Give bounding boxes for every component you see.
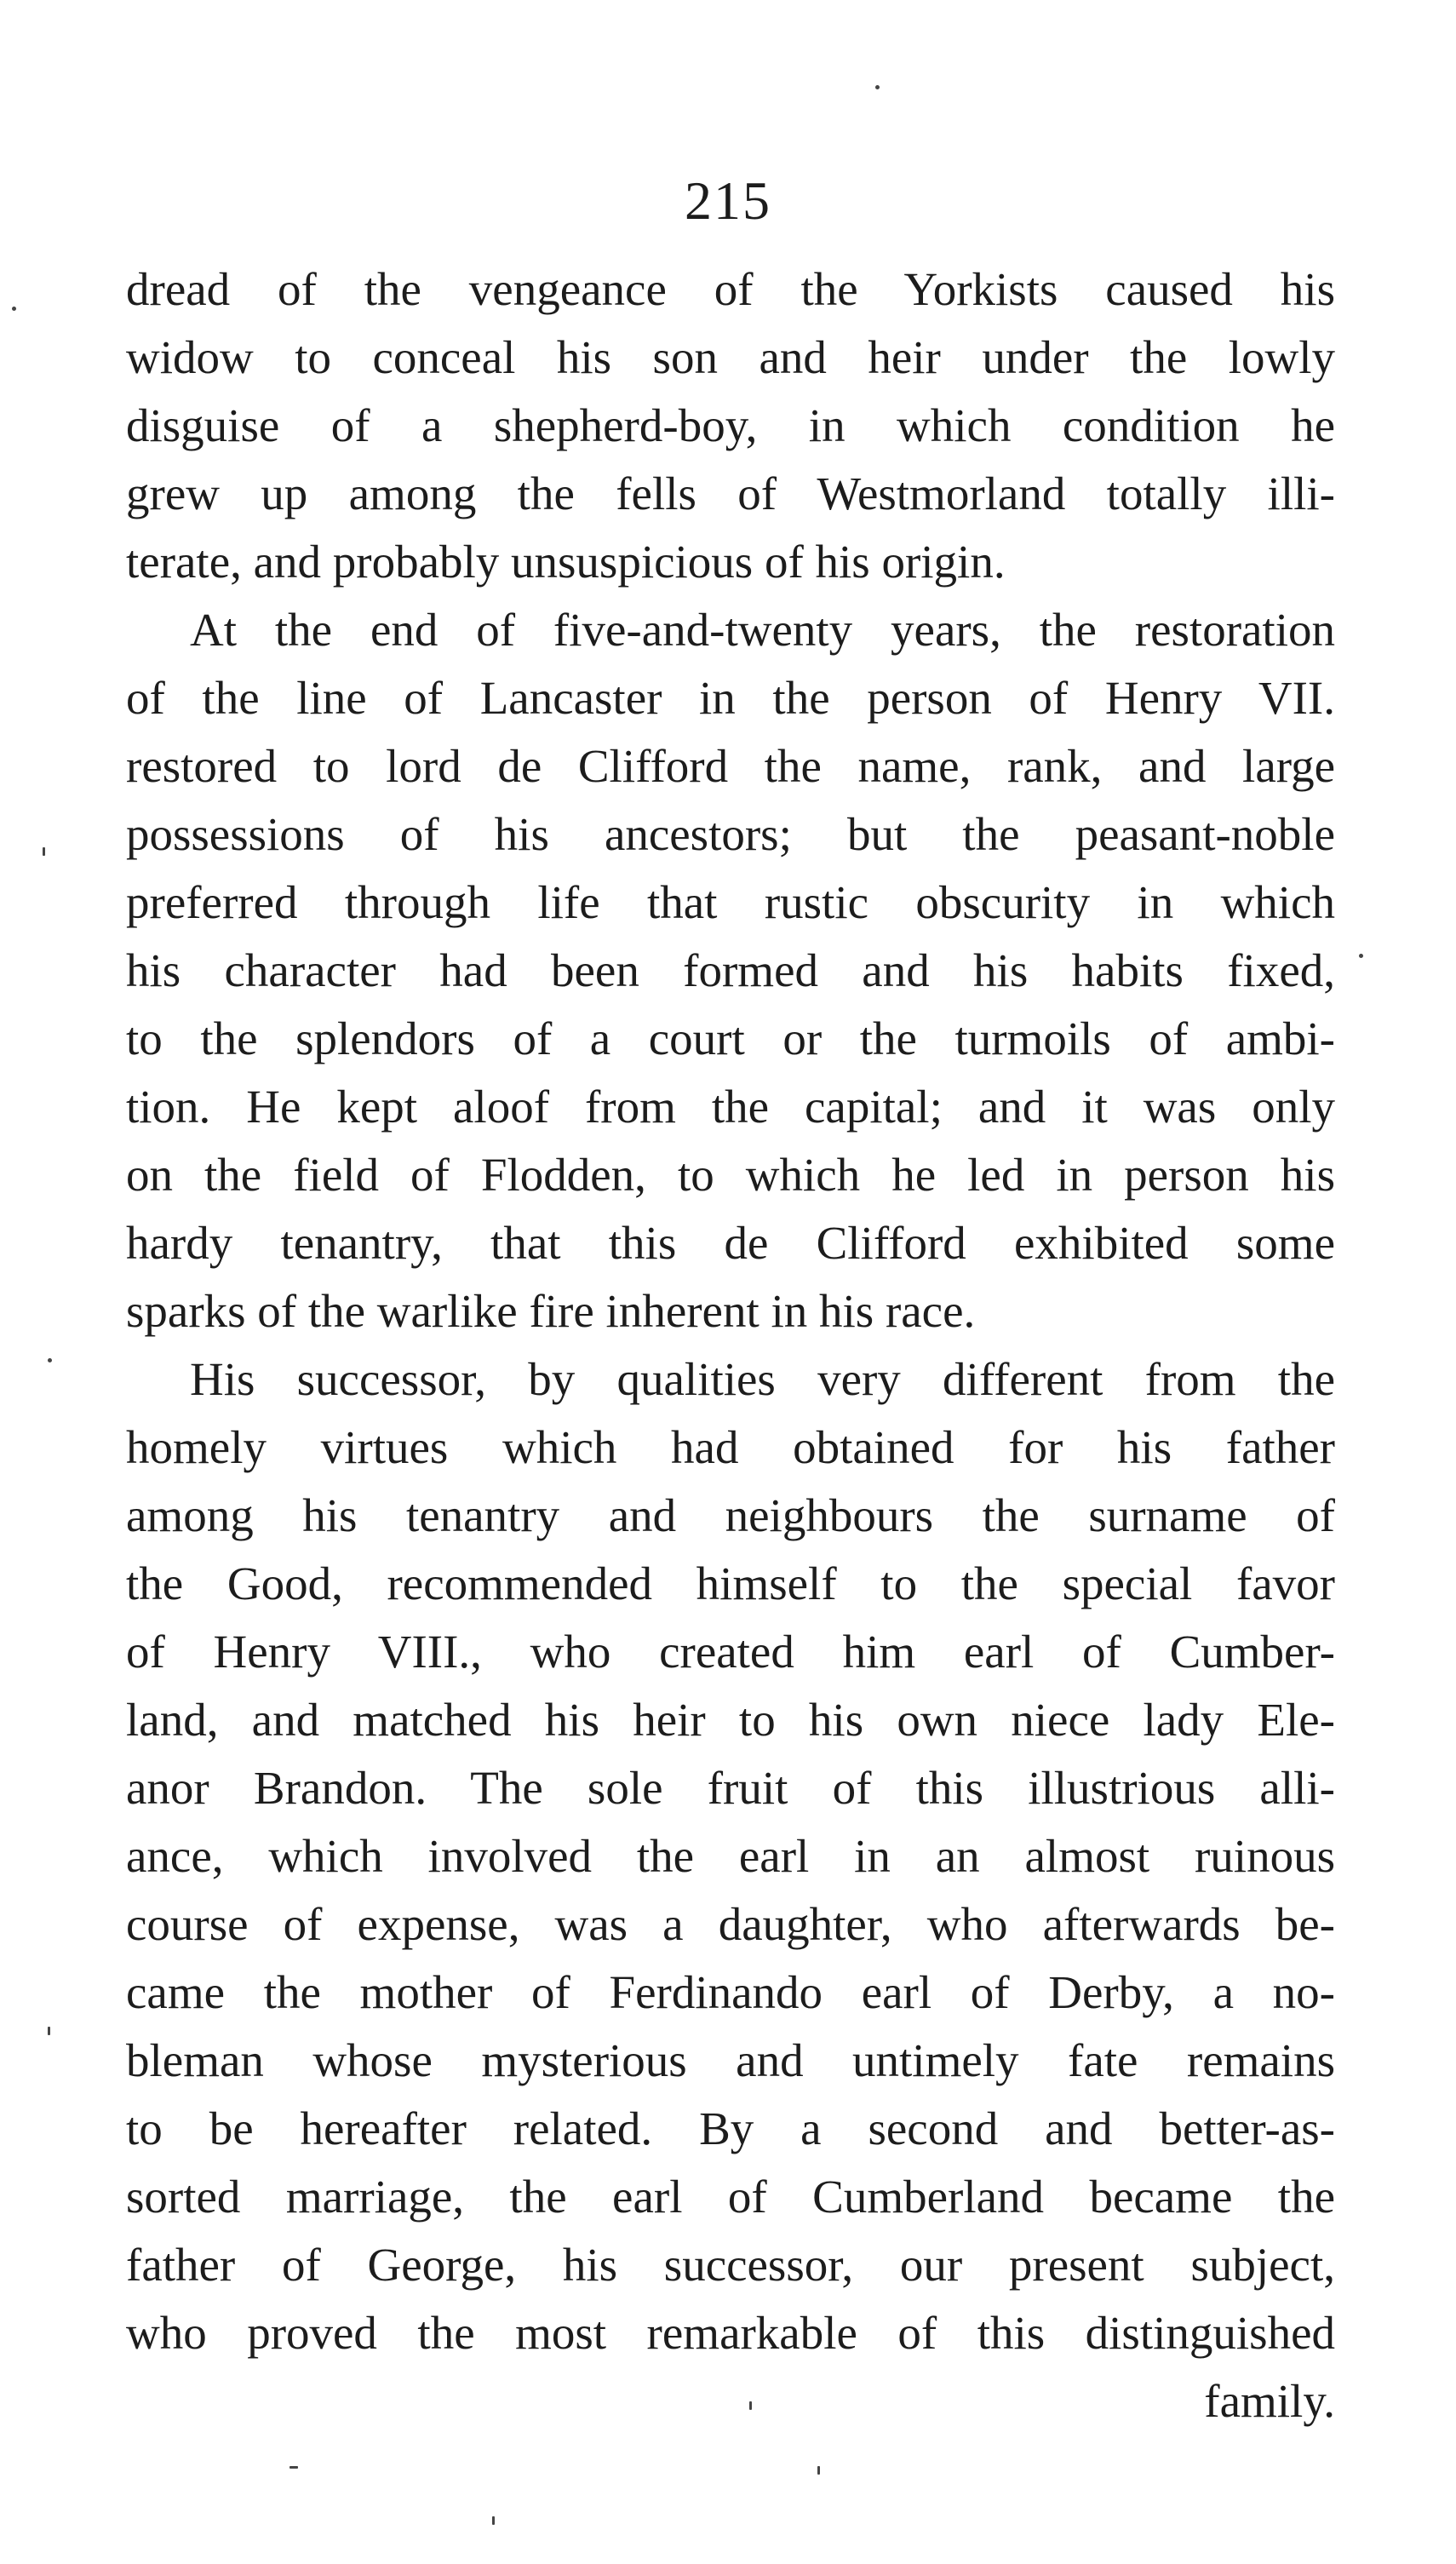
print-speck	[749, 2401, 752, 2410]
text-line: restored to lord de Clifford the name, rank, and large	[126, 740, 1335, 792]
text-line: disguise of a shepherd-boy, in which condition he	[126, 399, 1335, 451]
print-speck	[12, 307, 16, 311]
text-line: the Good, recommended himself to the special favor	[126, 1557, 1335, 1609]
print-speck	[43, 847, 45, 856]
paragraph	[126, 596, 1335, 1345]
text-line: to be hereafter related. By a second and better-as-	[126, 2102, 1335, 2154]
text-line: father of George, his successor, our present subject,	[126, 2239, 1335, 2291]
paragraph	[126, 1345, 1335, 2435]
text-line: to the splendors of a court or the turmoils of ambi-	[126, 1012, 1335, 1064]
print-speck	[1359, 954, 1363, 958]
text-line: terate, and probably unsuspicious of his origin.	[126, 536, 1006, 588]
text-line: came the mother of Ferdinando earl of Derby, a no-	[126, 1966, 1335, 2018]
text-line: tion. He kept aloof from the capital; and it was only	[126, 1081, 1335, 1133]
text-line: ance, which involved the earl in an almost ruinous	[126, 1830, 1335, 1882]
text-line: preferred through life that rustic obscurity in which	[126, 876, 1335, 928]
text-line: family.	[1204, 2375, 1335, 2427]
text-line: on the field of Flodden, to which he led in person his	[126, 1149, 1335, 1201]
text-line: dread of the vengeance of the Yorkists caused his	[126, 263, 1335, 315]
text-line: At the end of five-and-twenty years, the restoration	[190, 604, 1335, 656]
page-number: 215	[685, 170, 771, 231]
text-line: His successor, by qualities very different from the	[190, 1353, 1335, 1405]
paragraph	[126, 255, 1335, 596]
text-line: of Henry VIII., who created him earl of Cumber-	[126, 1626, 1335, 1678]
print-speck	[492, 2516, 495, 2525]
text-line: hardy tenantry, that this de Clifford exhibited some	[126, 1217, 1335, 1269]
text-line: sorted marriage, the earl of Cumberland became the	[126, 2171, 1335, 2223]
print-speck	[48, 2027, 50, 2035]
text-line: land, and matched his heir to his own niece lady Ele-	[126, 1694, 1335, 1746]
text-line: sparks of the warlike fire inherent in his race.	[126, 1285, 976, 1337]
text-line: widow to conceal his son and heir under the lowly	[126, 331, 1335, 383]
text-line: course of expense, was a daughter, who afterwards be-	[126, 1898, 1335, 1950]
print-speck	[289, 2466, 298, 2469]
print-speck	[817, 2466, 820, 2475]
text-line: anor Brandon. The sole fruit of this illustrious alli-	[126, 1762, 1335, 1814]
text-line: bleman whose mysterious and untimely fate remains	[126, 2034, 1335, 2086]
text-line: of the line of Lancaster in the person of Henry VII.	[126, 672, 1335, 724]
print-speck	[48, 1358, 52, 1362]
text-line: his character had been formed and his habits fixed,	[126, 944, 1335, 996]
text-line: possessions of his ancestors; but the peasant-noble	[126, 808, 1335, 860]
text-line: who proved the most remarkable of this distinguished	[126, 2307, 1335, 2359]
text-line: among his tenantry and neighbours the surname of	[126, 1489, 1335, 1541]
text-line: grew up among the fells of Westmorland totally illi-	[126, 467, 1335, 519]
body-text	[126, 255, 1335, 2435]
text-line: homely virtues which had obtained for his father	[126, 1421, 1335, 1473]
print-speck	[875, 85, 880, 89]
